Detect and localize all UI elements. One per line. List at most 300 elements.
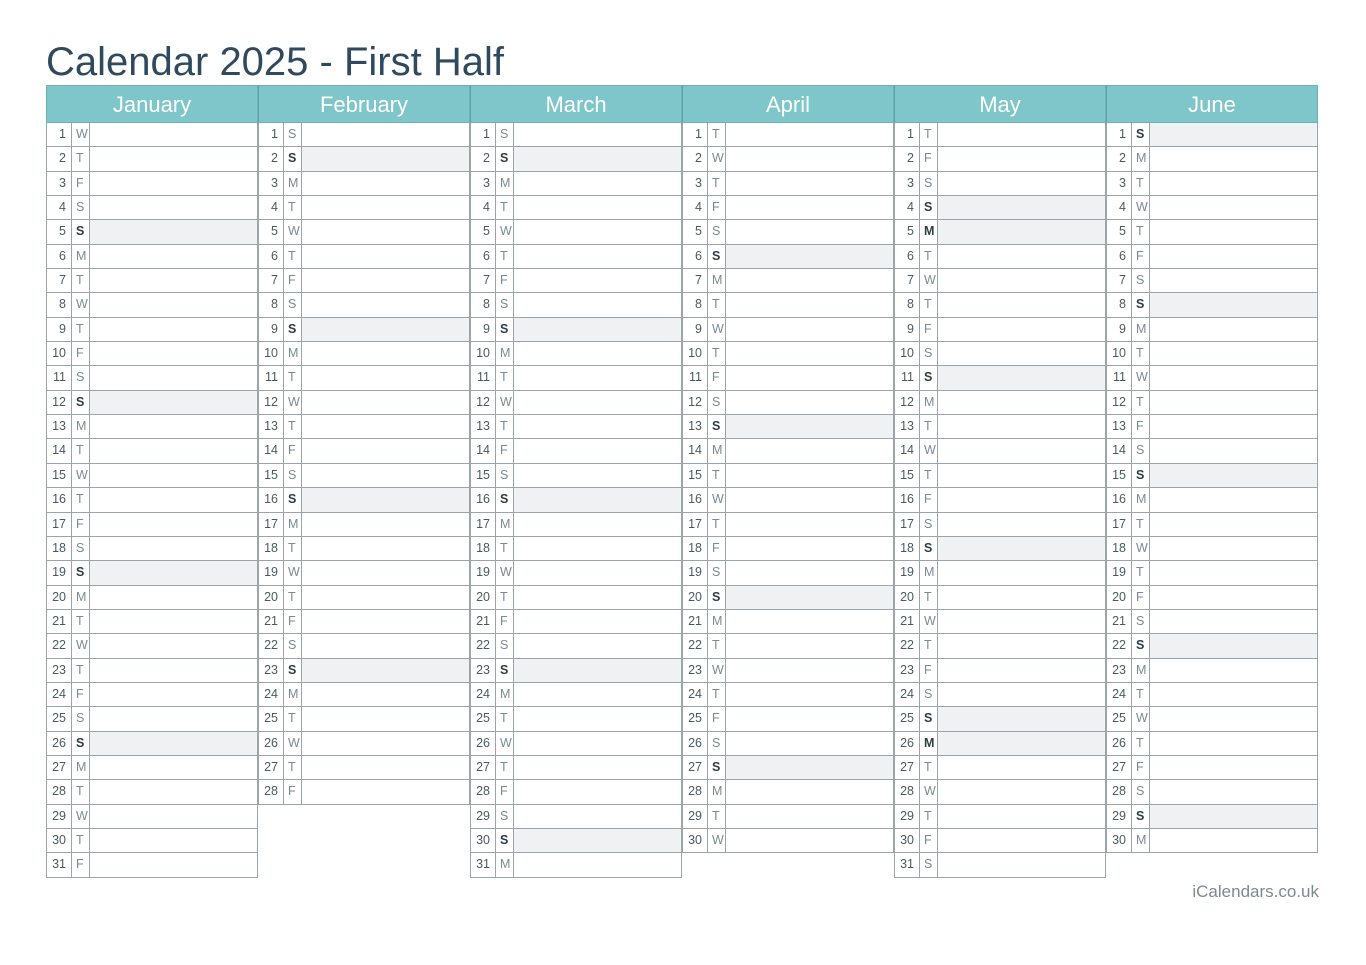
weekday-letter: S xyxy=(1132,634,1150,657)
note-cell[interactable] xyxy=(514,610,681,633)
day-number: 6 xyxy=(683,245,708,268)
note-cell[interactable] xyxy=(514,439,681,462)
weekday-letter: M xyxy=(1132,488,1150,511)
note-cell[interactable] xyxy=(302,415,469,438)
note-cell[interactable] xyxy=(726,123,893,146)
note-cell[interactable] xyxy=(726,707,893,730)
day-number: 22 xyxy=(259,634,284,657)
note-cell[interactable] xyxy=(726,780,893,803)
note-cell[interactable] xyxy=(938,366,1105,389)
note-cell[interactable] xyxy=(90,561,257,584)
note-cell[interactable] xyxy=(726,805,893,828)
note-cell[interactable] xyxy=(90,415,257,438)
note-cell[interactable] xyxy=(1150,586,1317,609)
day-row xyxy=(1106,756,1318,780)
note-cell[interactable] xyxy=(302,707,469,730)
note-cell[interactable] xyxy=(514,172,681,195)
day-row xyxy=(682,537,894,561)
note-cell[interactable] xyxy=(1150,293,1317,316)
note-cell[interactable] xyxy=(938,342,1105,365)
day-number: 9 xyxy=(895,318,920,341)
note-cell[interactable] xyxy=(90,488,257,511)
note-cell[interactable] xyxy=(726,269,893,292)
note-cell[interactable] xyxy=(1150,634,1317,657)
note-cell[interactable] xyxy=(1150,391,1317,414)
note-cell[interactable] xyxy=(1150,269,1317,292)
note-cell[interactable] xyxy=(1150,196,1317,219)
note-cell[interactable] xyxy=(726,318,893,341)
day-number: 9 xyxy=(471,318,496,341)
note-cell[interactable] xyxy=(302,537,469,560)
note-cell[interactable] xyxy=(726,196,893,219)
note-cell[interactable] xyxy=(90,342,257,365)
weekday-letter: S xyxy=(1132,805,1150,828)
note-cell[interactable] xyxy=(938,318,1105,341)
month-header: January xyxy=(46,85,258,123)
day-row xyxy=(682,829,894,853)
day-number: 10 xyxy=(683,342,708,365)
note-cell[interactable] xyxy=(726,732,893,755)
note-cell[interactable] xyxy=(90,659,257,682)
day-row xyxy=(470,513,682,537)
note-cell[interactable] xyxy=(514,293,681,316)
day-number: 9 xyxy=(683,318,708,341)
day-row xyxy=(46,439,258,463)
day-number: 24 xyxy=(1107,683,1132,706)
day-number: 3 xyxy=(1107,172,1132,195)
note-cell[interactable] xyxy=(514,853,681,876)
note-cell[interactable] xyxy=(90,391,257,414)
note-cell[interactable] xyxy=(1150,805,1317,828)
day-number: 19 xyxy=(471,561,496,584)
footer-credit[interactable]: iCalendars.co.uk xyxy=(1192,882,1319,901)
note-cell[interactable] xyxy=(90,707,257,730)
note-cell[interactable] xyxy=(90,732,257,755)
note-cell[interactable] xyxy=(938,853,1105,876)
day-row xyxy=(894,683,1106,707)
month-column-april xyxy=(682,85,894,878)
day-number: 4 xyxy=(683,196,708,219)
note-cell[interactable] xyxy=(90,172,257,195)
day-row xyxy=(682,293,894,317)
day-row xyxy=(1106,634,1318,658)
weekday-letter: T xyxy=(284,586,302,609)
day-number: 2 xyxy=(47,147,72,170)
note-cell[interactable] xyxy=(302,464,469,487)
note-cell[interactable] xyxy=(90,123,257,146)
day-row xyxy=(258,415,470,439)
day-row xyxy=(258,634,470,658)
note-cell[interactable] xyxy=(726,415,893,438)
day-row xyxy=(1106,342,1318,366)
note-cell[interactable] xyxy=(1150,415,1317,438)
note-cell[interactable] xyxy=(302,196,469,219)
note-cell[interactable] xyxy=(938,293,1105,316)
note-cell[interactable] xyxy=(514,707,681,730)
weekday-letter: S xyxy=(1132,464,1150,487)
page-title: Calendar 2025 - First Half xyxy=(46,40,504,84)
day-number: 27 xyxy=(683,756,708,779)
note-cell[interactable] xyxy=(90,829,257,852)
day-number: 21 xyxy=(1107,610,1132,633)
note-cell[interactable] xyxy=(302,732,469,755)
note-cell[interactable] xyxy=(302,780,469,803)
day-row xyxy=(46,123,258,147)
note-cell[interactable] xyxy=(1150,561,1317,584)
note-cell[interactable] xyxy=(514,147,681,170)
note-cell[interactable] xyxy=(514,683,681,706)
note-cell[interactable] xyxy=(90,586,257,609)
note-cell[interactable] xyxy=(726,439,893,462)
note-cell[interactable] xyxy=(90,196,257,219)
note-cell[interactable] xyxy=(1150,610,1317,633)
day-number: 26 xyxy=(895,732,920,755)
weekday-letter: T xyxy=(496,537,514,560)
weekday-letter: S xyxy=(496,147,514,170)
note-cell[interactable] xyxy=(726,634,893,657)
note-cell[interactable] xyxy=(1150,464,1317,487)
day-number: 23 xyxy=(47,659,72,682)
note-cell[interactable] xyxy=(514,366,681,389)
note-cell[interactable] xyxy=(514,220,681,243)
day-row xyxy=(894,756,1106,780)
note-cell[interactable] xyxy=(938,245,1105,268)
day-row xyxy=(258,220,470,244)
note-cell[interactable] xyxy=(938,756,1105,779)
note-cell[interactable] xyxy=(1150,732,1317,755)
note-cell[interactable] xyxy=(938,683,1105,706)
weekday-letter: W xyxy=(284,220,302,243)
day-row xyxy=(894,147,1106,171)
note-cell[interactable] xyxy=(514,391,681,414)
day-row xyxy=(470,391,682,415)
note-cell[interactable] xyxy=(726,342,893,365)
weekday-letter: M xyxy=(920,732,938,755)
note-cell[interactable] xyxy=(1150,220,1317,243)
note-cell[interactable] xyxy=(1150,342,1317,365)
day-row xyxy=(46,659,258,683)
day-number: 4 xyxy=(1107,196,1132,219)
day-row xyxy=(1106,415,1318,439)
note-cell[interactable] xyxy=(726,220,893,243)
note-cell[interactable] xyxy=(514,513,681,536)
note-cell[interactable] xyxy=(90,220,257,243)
note-cell[interactable] xyxy=(90,780,257,803)
note-cell[interactable] xyxy=(938,780,1105,803)
note-cell[interactable] xyxy=(90,634,257,657)
day-row xyxy=(470,220,682,244)
note-cell[interactable] xyxy=(302,634,469,657)
day-row xyxy=(470,269,682,293)
note-cell[interactable] xyxy=(1150,488,1317,511)
note-cell[interactable] xyxy=(514,561,681,584)
note-cell[interactable] xyxy=(938,805,1105,828)
day-row xyxy=(258,196,470,220)
day-number: 18 xyxy=(895,537,920,560)
note-cell[interactable] xyxy=(1150,123,1317,146)
note-cell[interactable] xyxy=(726,659,893,682)
weekday-letter: S xyxy=(284,659,302,682)
note-cell[interactable] xyxy=(302,488,469,511)
note-cell[interactable] xyxy=(1150,318,1317,341)
note-cell[interactable] xyxy=(302,366,469,389)
note-cell[interactable] xyxy=(514,537,681,560)
note-cell[interactable] xyxy=(514,780,681,803)
note-cell[interactable] xyxy=(90,683,257,706)
note-cell[interactable] xyxy=(1150,659,1317,682)
day-number: 24 xyxy=(895,683,920,706)
day-row xyxy=(470,659,682,683)
day-row xyxy=(894,342,1106,366)
note-cell[interactable] xyxy=(726,829,893,852)
day-row xyxy=(1106,318,1318,342)
day-number: 7 xyxy=(259,269,284,292)
note-cell[interactable] xyxy=(938,561,1105,584)
note-cell[interactable] xyxy=(726,293,893,316)
note-cell[interactable] xyxy=(938,220,1105,243)
day-number: 14 xyxy=(1107,439,1132,462)
note-cell[interactable] xyxy=(938,610,1105,633)
note-cell[interactable] xyxy=(302,318,469,341)
note-cell[interactable] xyxy=(302,756,469,779)
day-number: 17 xyxy=(895,513,920,536)
note-cell[interactable] xyxy=(726,586,893,609)
note-cell[interactable] xyxy=(1150,756,1317,779)
note-cell[interactable] xyxy=(302,172,469,195)
note-cell[interactable] xyxy=(514,318,681,341)
day-number: 22 xyxy=(47,634,72,657)
note-cell[interactable] xyxy=(514,586,681,609)
note-cell[interactable] xyxy=(90,756,257,779)
note-cell[interactable] xyxy=(938,829,1105,852)
weekday-letter: M xyxy=(496,172,514,195)
weekday-letter: S xyxy=(920,342,938,365)
day-number: 5 xyxy=(471,220,496,243)
note-cell[interactable] xyxy=(514,732,681,755)
note-cell[interactable] xyxy=(938,707,1105,730)
note-cell[interactable] xyxy=(938,415,1105,438)
note-cell[interactable] xyxy=(726,756,893,779)
note-cell[interactable] xyxy=(1150,780,1317,803)
note-cell[interactable] xyxy=(302,293,469,316)
weekday-letter: W xyxy=(920,610,938,633)
day-number: 21 xyxy=(895,610,920,633)
note-cell[interactable] xyxy=(938,123,1105,146)
note-cell[interactable] xyxy=(514,464,681,487)
note-cell[interactable] xyxy=(1150,439,1317,462)
day-row xyxy=(682,732,894,756)
note-cell[interactable] xyxy=(938,732,1105,755)
note-cell[interactable] xyxy=(726,610,893,633)
note-cell[interactable] xyxy=(1150,707,1317,730)
day-row xyxy=(470,415,682,439)
month-column-june xyxy=(1106,85,1318,878)
day-number: 18 xyxy=(471,537,496,560)
note-cell[interactable] xyxy=(302,586,469,609)
note-cell[interactable] xyxy=(514,123,681,146)
note-cell[interactable] xyxy=(302,610,469,633)
note-cell[interactable] xyxy=(302,342,469,365)
day-row xyxy=(1106,829,1318,853)
note-cell[interactable] xyxy=(302,269,469,292)
note-cell[interactable] xyxy=(726,172,893,195)
day-number: 13 xyxy=(1107,415,1132,438)
note-cell[interactable] xyxy=(1150,147,1317,170)
day-row xyxy=(470,610,682,634)
note-cell[interactable] xyxy=(938,634,1105,657)
note-cell[interactable] xyxy=(726,513,893,536)
day-row xyxy=(258,586,470,610)
day-number: 6 xyxy=(1107,245,1132,268)
note-cell[interactable] xyxy=(90,366,257,389)
weekday-letter: M xyxy=(496,683,514,706)
note-cell[interactable] xyxy=(938,659,1105,682)
note-cell[interactable] xyxy=(514,342,681,365)
day-number: 10 xyxy=(259,342,284,365)
note-cell[interactable] xyxy=(90,513,257,536)
day-number: 17 xyxy=(259,513,284,536)
note-cell[interactable] xyxy=(90,439,257,462)
note-cell[interactable] xyxy=(302,123,469,146)
note-cell[interactable] xyxy=(938,488,1105,511)
day-row xyxy=(682,196,894,220)
note-cell[interactable] xyxy=(938,391,1105,414)
note-cell[interactable] xyxy=(726,245,893,268)
weekday-letter: W xyxy=(920,439,938,462)
note-cell[interactable] xyxy=(302,391,469,414)
note-cell[interactable] xyxy=(90,147,257,170)
day-number: 1 xyxy=(683,123,708,146)
month-header: April xyxy=(682,85,894,123)
note-cell[interactable] xyxy=(90,805,257,828)
day-row xyxy=(894,829,1106,853)
note-cell[interactable] xyxy=(1150,513,1317,536)
note-cell[interactable] xyxy=(726,366,893,389)
day-number: 7 xyxy=(1107,269,1132,292)
note-cell[interactable] xyxy=(938,464,1105,487)
day-number: 6 xyxy=(895,245,920,268)
weekday-letter: S xyxy=(708,220,726,243)
day-row xyxy=(46,172,258,196)
note-cell[interactable] xyxy=(938,439,1105,462)
note-cell[interactable] xyxy=(1150,366,1317,389)
day-row xyxy=(682,610,894,634)
note-cell[interactable] xyxy=(1150,829,1317,852)
day-number: 17 xyxy=(471,513,496,536)
day-row xyxy=(682,391,894,415)
note-cell[interactable] xyxy=(514,634,681,657)
note-cell[interactable] xyxy=(514,488,681,511)
weekday-letter: S xyxy=(920,366,938,389)
note-cell[interactable] xyxy=(90,537,257,560)
note-cell[interactable] xyxy=(726,561,893,584)
note-cell[interactable] xyxy=(90,293,257,316)
note-cell[interactable] xyxy=(938,513,1105,536)
note-cell[interactable] xyxy=(90,245,257,268)
note-cell[interactable] xyxy=(302,147,469,170)
note-cell[interactable] xyxy=(302,683,469,706)
day-row xyxy=(470,707,682,731)
note-cell[interactable] xyxy=(90,464,257,487)
note-cell[interactable] xyxy=(90,318,257,341)
note-cell[interactable] xyxy=(514,415,681,438)
note-cell[interactable] xyxy=(514,756,681,779)
note-cell[interactable] xyxy=(938,172,1105,195)
note-cell[interactable] xyxy=(938,147,1105,170)
day-row xyxy=(258,683,470,707)
day-number: 11 xyxy=(1107,366,1132,389)
note-cell[interactable] xyxy=(90,610,257,633)
note-cell[interactable] xyxy=(938,196,1105,219)
day-number: 18 xyxy=(1107,537,1132,560)
day-number: 2 xyxy=(1107,147,1132,170)
note-cell[interactable] xyxy=(938,586,1105,609)
note-cell[interactable] xyxy=(302,439,469,462)
note-cell[interactable] xyxy=(514,659,681,682)
note-cell[interactable] xyxy=(726,683,893,706)
note-cell[interactable] xyxy=(302,659,469,682)
note-cell[interactable] xyxy=(514,245,681,268)
note-cell[interactable] xyxy=(938,269,1105,292)
note-cell[interactable] xyxy=(302,245,469,268)
note-cell[interactable] xyxy=(90,853,257,876)
note-cell[interactable] xyxy=(302,513,469,536)
note-cell[interactable] xyxy=(726,147,893,170)
weekday-letter: F xyxy=(72,683,90,706)
day-number: 3 xyxy=(471,172,496,195)
note-cell[interactable] xyxy=(1150,172,1317,195)
note-cell[interactable] xyxy=(514,269,681,292)
weekday-letter: W xyxy=(284,561,302,584)
day-row xyxy=(682,586,894,610)
note-cell[interactable] xyxy=(302,561,469,584)
day-row xyxy=(1106,488,1318,512)
day-row xyxy=(1106,659,1318,683)
note-cell[interactable] xyxy=(1150,537,1317,560)
note-cell[interactable] xyxy=(1150,683,1317,706)
note-cell[interactable] xyxy=(938,537,1105,560)
weekday-letter: T xyxy=(72,610,90,633)
month-column-march xyxy=(470,85,682,878)
day-row xyxy=(470,172,682,196)
weekday-letter: S xyxy=(1132,123,1150,146)
note-cell[interactable] xyxy=(726,464,893,487)
day-row xyxy=(470,780,682,804)
note-cell[interactable] xyxy=(514,196,681,219)
note-cell[interactable] xyxy=(726,537,893,560)
day-number: 9 xyxy=(47,318,72,341)
note-cell[interactable] xyxy=(514,805,681,828)
note-cell[interactable] xyxy=(726,488,893,511)
note-cell[interactable] xyxy=(90,269,257,292)
day-row xyxy=(258,780,470,804)
weekday-letter: F xyxy=(920,318,938,341)
note-cell[interactable] xyxy=(1150,245,1317,268)
day-number: 9 xyxy=(259,318,284,341)
day-row xyxy=(470,366,682,390)
note-cell[interactable] xyxy=(302,220,469,243)
weekday-letter: T xyxy=(708,172,726,195)
weekday-letter: T xyxy=(1132,342,1150,365)
day-number: 26 xyxy=(47,732,72,755)
weekday-letter: S xyxy=(72,196,90,219)
day-row xyxy=(682,488,894,512)
weekday-letter: T xyxy=(708,513,726,536)
day-number: 27 xyxy=(259,756,284,779)
note-cell[interactable] xyxy=(514,829,681,852)
day-row xyxy=(682,269,894,293)
note-cell[interactable] xyxy=(726,391,893,414)
